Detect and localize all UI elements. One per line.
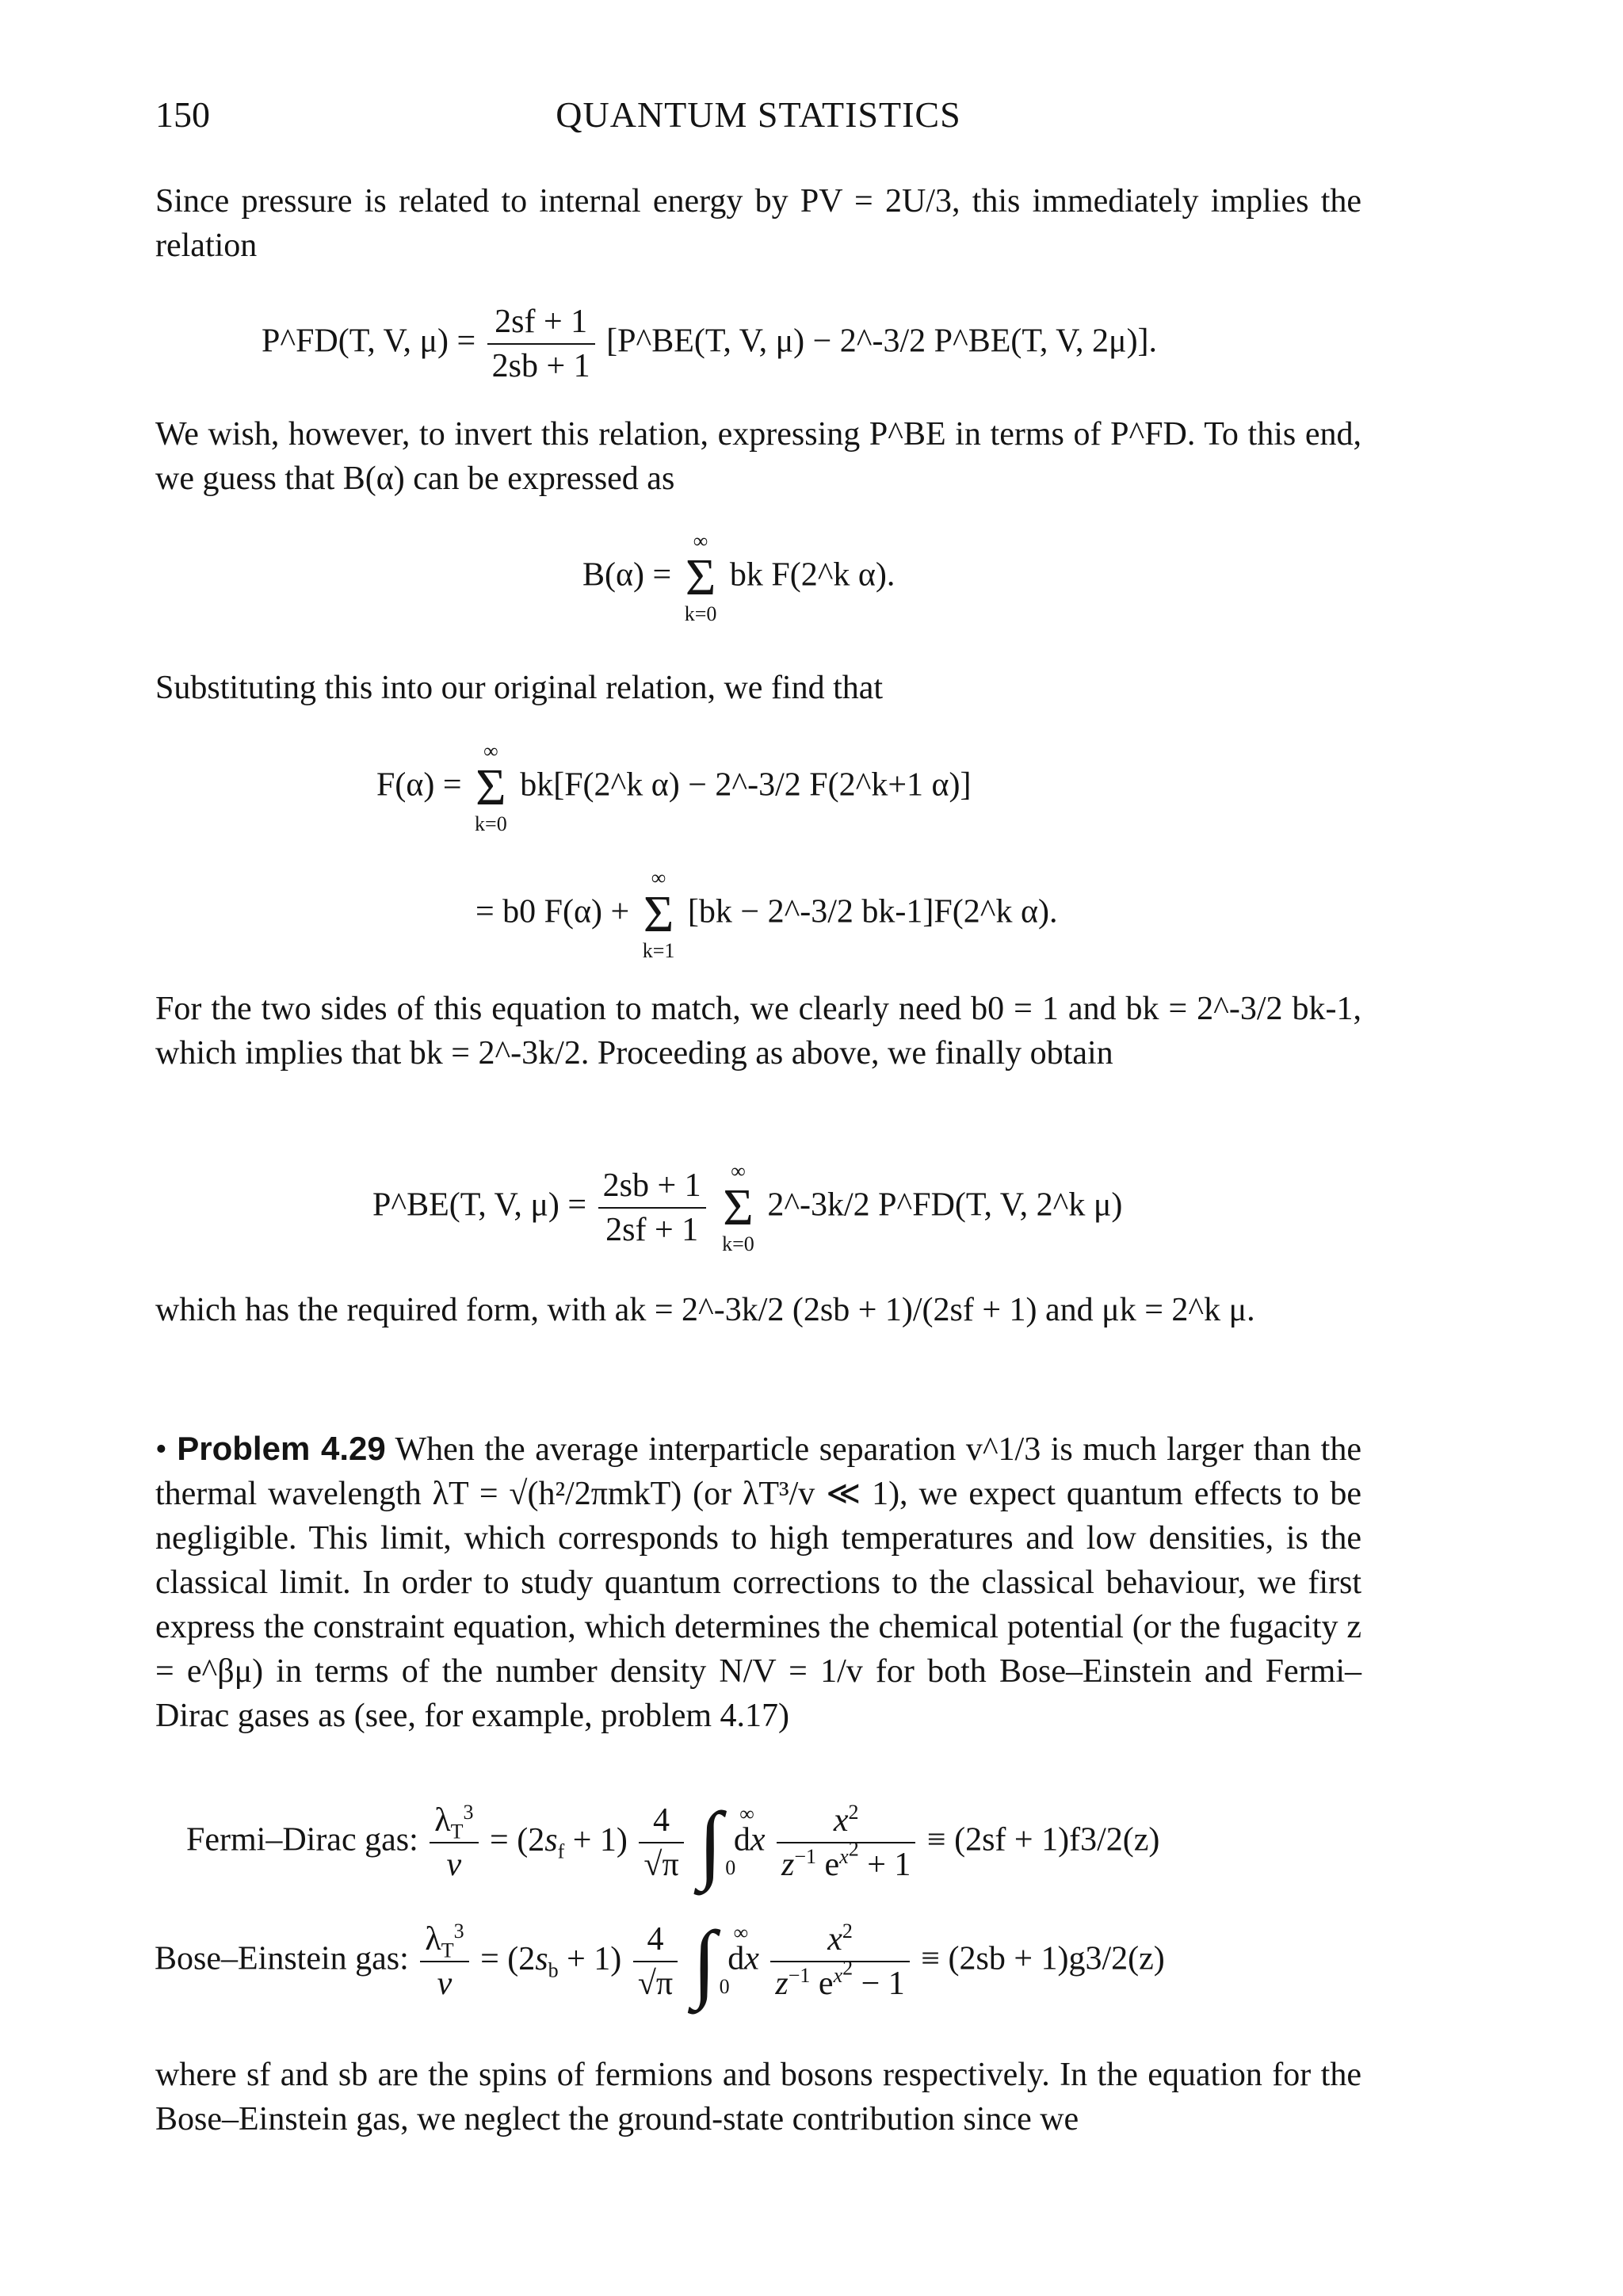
eq5-rhs: 2^-3k/2 P^FD(T, V, 2^k μ) [767, 1186, 1123, 1224]
eq5-denominator: 2sf + 1 [605, 1212, 699, 1248]
fd-rhs: ≡ (2sf + 1)f3/2(z) [926, 1821, 1160, 1859]
running-head: QUANTUM STATISTICS [556, 94, 961, 135]
paragraph-7: where sf and sb are the spins of fermions and bosons respectively. In the equation for the Bose–Einstein gas, we neglect the ground-state contribution since we [155, 2057, 1361, 2137]
eq5-fraction [598, 1169, 706, 1247]
paragraph-3: Substituting this into our original relation, we find that [155, 670, 884, 706]
bose-einstein-equation: Bose–Einstein gas: $\frac{\lambda_T^3}{v}$ = $(2s_b + 1)$ $\frac{4}{√\pi}$ ∫ ∞ 0 dx $\frac{x^2}{z^{-1} e^{x^2} - 1}$ ≡ (2sb + 1)g3/2(z) [155, 1913, 1165, 2010]
paragraph-2: We wish, however, to invert this relation, expressing P^BE in terms of P^FD. To this end, we guess that B(α) can be expressed as [155, 416, 1361, 497]
paragraph-6: When the average interparticle separation v^1/3 is much larger than the thermal wavelength λT = √(h²/2πmkT) (or λT³/v ≪ 1), we expect quantum effects to be negligible. This limit, which corresponds to high temperatures and low densities, is the classical limit. In order to study quantum corrections to the classical behaviour, we first express the constraint equation, which determines the chemical potential (or the fugacity z = e^βμ) in terms of the number density N/V = 1/v for both Bose–Einstein and Fermi–Dirac gases as (see, for example, problem 4.17) [155, 1431, 1361, 1734]
bullet: • [155, 1431, 178, 1468]
eq5-lhs: P^BE(T, V, μ) = [372, 1186, 587, 1224]
equation-2 [582, 531, 895, 625]
sum-symbol: ∞ Σ k=0 [722, 1159, 754, 1255]
sum-symbol: ∞ Σ k=0 [684, 529, 717, 625]
be-label: Bose–Einstein gas: [155, 1940, 409, 1977]
paragraph-5: which has the required form, with ak = 2^-3k/2 (2sb + 1)/(2sf + 1) and μk = 2^k μ. [155, 1292, 1255, 1328]
integral-symbol: ∫ ∞ 0 [692, 1913, 749, 2010]
eq1-rhs: [P^BE(T, V, μ) − 2^-3/2 P^BE(T, V, 2μ)]. [606, 323, 1158, 360]
sum-symbol: ∞ Σ k=0 [475, 739, 507, 835]
equation-4 [475, 868, 1057, 961]
eq4-rhs: [bk − 2^-3/2 bk-1]F(2^k α). [687, 893, 1058, 930]
eq1-numerator: 2sf + 1 [487, 305, 595, 345]
eq5-numerator: 2sb + 1 [598, 1169, 706, 1209]
be-rhs: ≡ (2sb + 1)g3/2(z) [921, 1940, 1165, 1977]
eq1-denominator: 2sb + 1 [491, 348, 590, 384]
eq2-lhs: B(α) = [582, 556, 672, 594]
problem-paragraph [155, 1427, 1361, 1738]
equation-5 [372, 1161, 1122, 1255]
equation-1 [262, 305, 1157, 383]
eq1-lhs: P^FD(T, V, μ) = [262, 323, 476, 360]
eq3-lhs: F(α) = [376, 766, 462, 804]
integral-symbol: ∫ ∞ 0 [698, 1794, 754, 1891]
fd-label: Fermi–Dirac gas: [186, 1821, 418, 1859]
fermi-dirac-equation: Fermi–Dirac gas: $\frac{\lambda_T^3}{v}$ = $(2s_f + 1)$ $\frac{4}{√\pi}$ ∫ ∞ 0 dx $\frac{x^2}{z^{-1} e^{x^2} + 1}$ ≡ (2sf + 1)f3/2(z) [186, 1794, 1160, 1891]
page-header [155, 94, 1361, 141]
paragraph-1: Since pressure is related to internal energy by PV = 2U/3, this immediately implies the relation [155, 183, 1361, 264]
paragraph-4: For the two sides of this equation to match, we clearly need b0 = 1 and bk = 2^-3/2 bk-1, which implies that bk = 2^-3k/2. Proceeding as above, we finally obtain [155, 991, 1361, 1072]
eq4-lhs: = b0 F(α) + [475, 893, 630, 930]
page-number: 150 [155, 94, 210, 135]
eq2-rhs: bk F(2^k α). [729, 556, 896, 594]
equation-3 [376, 741, 972, 835]
problem-label: Problem 4.29 [177, 1430, 386, 1467]
sum-symbol: ∞ Σ k=1 [642, 866, 675, 962]
eq3-rhs: bk[F(2^k α) − 2^-3/2 F(2^k+1 α)] [520, 766, 972, 804]
eq1-fraction [487, 305, 595, 383]
